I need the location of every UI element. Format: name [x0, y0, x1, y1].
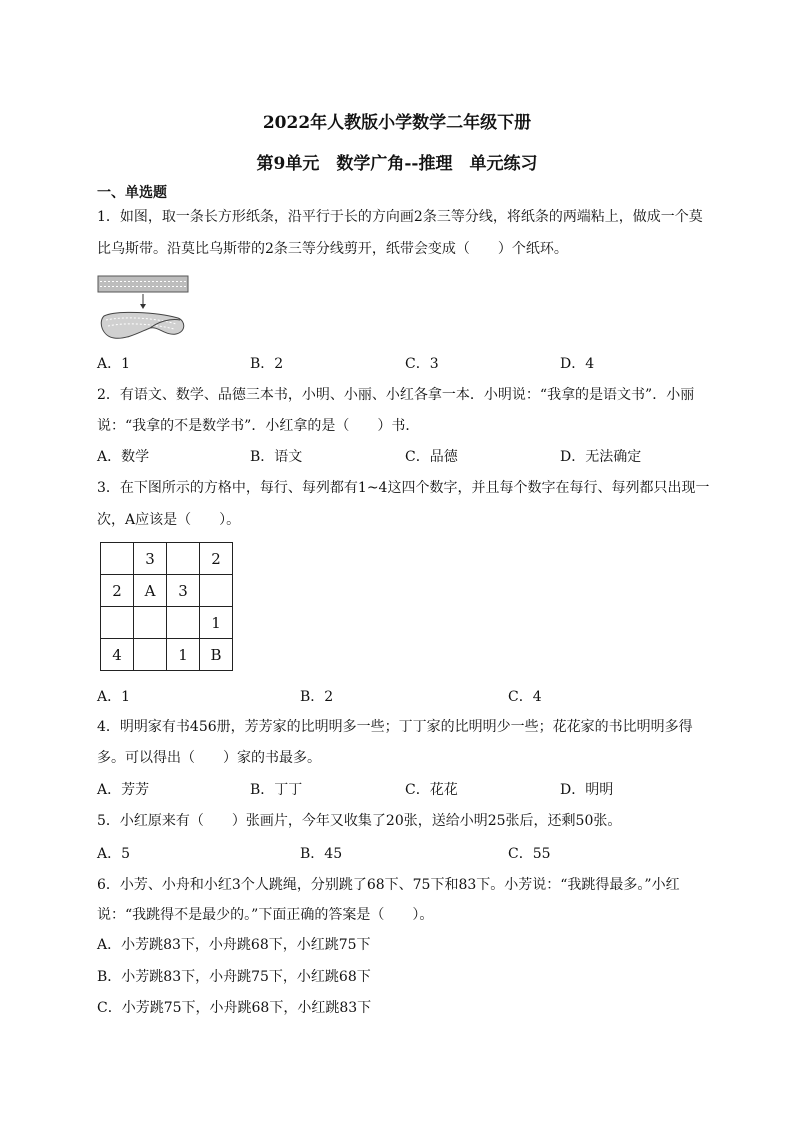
question-6-line-1: 6．小芳、小舟和小红3个人跳绳，分别跳了68下、75下和83下。小芳说：“我跳得最多。”小红	[97, 877, 680, 893]
grid-row	[101, 607, 233, 639]
q3-option-b: B．2	[300, 689, 334, 705]
grid-cell	[167, 543, 200, 575]
question-3-line-2: 次，A应该是（ ）。	[97, 512, 241, 528]
grid-cell	[200, 575, 233, 607]
q1-option-d: D．4	[560, 356, 595, 372]
grid-cell	[101, 607, 134, 639]
q4-option-d: D．明明	[560, 782, 614, 798]
question-5-line-1: 5．小红原来有（ ）张画片，今年又收集了20张，送给小明25张后，还剩50张。	[97, 813, 622, 829]
grid-cell	[101, 543, 134, 575]
grid-cell: 3	[167, 575, 200, 607]
question-4-line-1: 4．明明家有书456册，芳芳家的比明明多一些；丁丁家的比明明少一些；花花家的书比明明多得	[97, 719, 693, 735]
q6-option-c: C．小芳跳75下，小舟跳68下，小红跳83下	[97, 1000, 372, 1016]
grid-cell: 4	[101, 639, 134, 671]
q1-option-c: C．3	[405, 356, 439, 372]
number-grid	[100, 542, 233, 671]
document-subtitle: 第9单元 数学广角--推理 单元练习	[256, 154, 538, 174]
mobius-strip-figure	[96, 274, 192, 346]
grid-row	[101, 575, 233, 607]
question-1-line-1: 1．如图，取一条长方形纸条，沿平行于长的方向画2条三等分线，将纸条的两端粘上，做成一个莫	[97, 209, 703, 225]
q2-option-c: C．品德	[405, 449, 458, 465]
grid-cell	[134, 639, 167, 671]
q1-option-b: B．2	[250, 356, 284, 372]
q6-option-b: B．小芳跳83下，小舟跳75下，小红跳68下	[97, 969, 371, 985]
question-1-line-2: 比乌斯带。沿莫比乌斯带的2条三等分线剪开，纸带会变成（ ）个纸环。	[97, 241, 568, 257]
q5-option-c: C．55	[508, 846, 551, 862]
grid-cell: 1	[167, 639, 200, 671]
q1-option-a: A．1	[97, 356, 131, 372]
question-2-line-2: 说：“我拿的不是数学书”．小红拿的是（ ）书．	[97, 418, 420, 434]
q5-option-a: A．5	[97, 846, 131, 862]
question-3-line-1: 3．在下图所示的方格中，每行、每列都有1~4这四个数字，并且每个数字在每行、每列都只出现一	[97, 480, 710, 496]
section-heading: 一、单选题	[97, 185, 167, 201]
q6-option-a: A．小芳跳83下，小舟跳68下，小红跳75下	[97, 937, 371, 953]
question-4-line-2: 多。可以得出（ ）家的书最多。	[97, 750, 321, 766]
grid-cell: 1	[200, 607, 233, 639]
question-6-line-2: 说：“我跳得不是最少的。”下面正确的答案是（ ）。	[97, 907, 434, 923]
question-2-line-1: 2．有语文、数学、品德三本书，小明、小丽、小红各拿一本．小明说：“我拿的是语文书”．小丽	[97, 387, 695, 403]
q4-option-c: C．花花	[405, 782, 458, 798]
q4-option-a: A．芳芳	[97, 782, 150, 798]
q3-option-c: C．4	[508, 689, 542, 705]
grid-cell: 2	[200, 543, 233, 575]
grid-cell	[167, 607, 200, 639]
q3-option-a: A．1	[97, 689, 131, 705]
grid-cell: 2	[101, 575, 134, 607]
q2-option-a: A．数学	[97, 449, 150, 465]
grid-row	[101, 543, 233, 575]
q4-option-b: B．丁丁	[250, 782, 303, 798]
grid-row	[101, 639, 233, 671]
document-title: 2022年人教版小学数学二年级下册	[262, 113, 532, 133]
q5-option-b: B．45	[300, 846, 343, 862]
q2-option-d: D．无法确定	[560, 449, 642, 465]
grid-cell	[134, 607, 167, 639]
grid-cell: A	[134, 575, 167, 607]
grid-cell: B	[200, 639, 233, 671]
q2-option-b: B．语文	[250, 449, 303, 465]
grid-cell: 3	[134, 543, 167, 575]
